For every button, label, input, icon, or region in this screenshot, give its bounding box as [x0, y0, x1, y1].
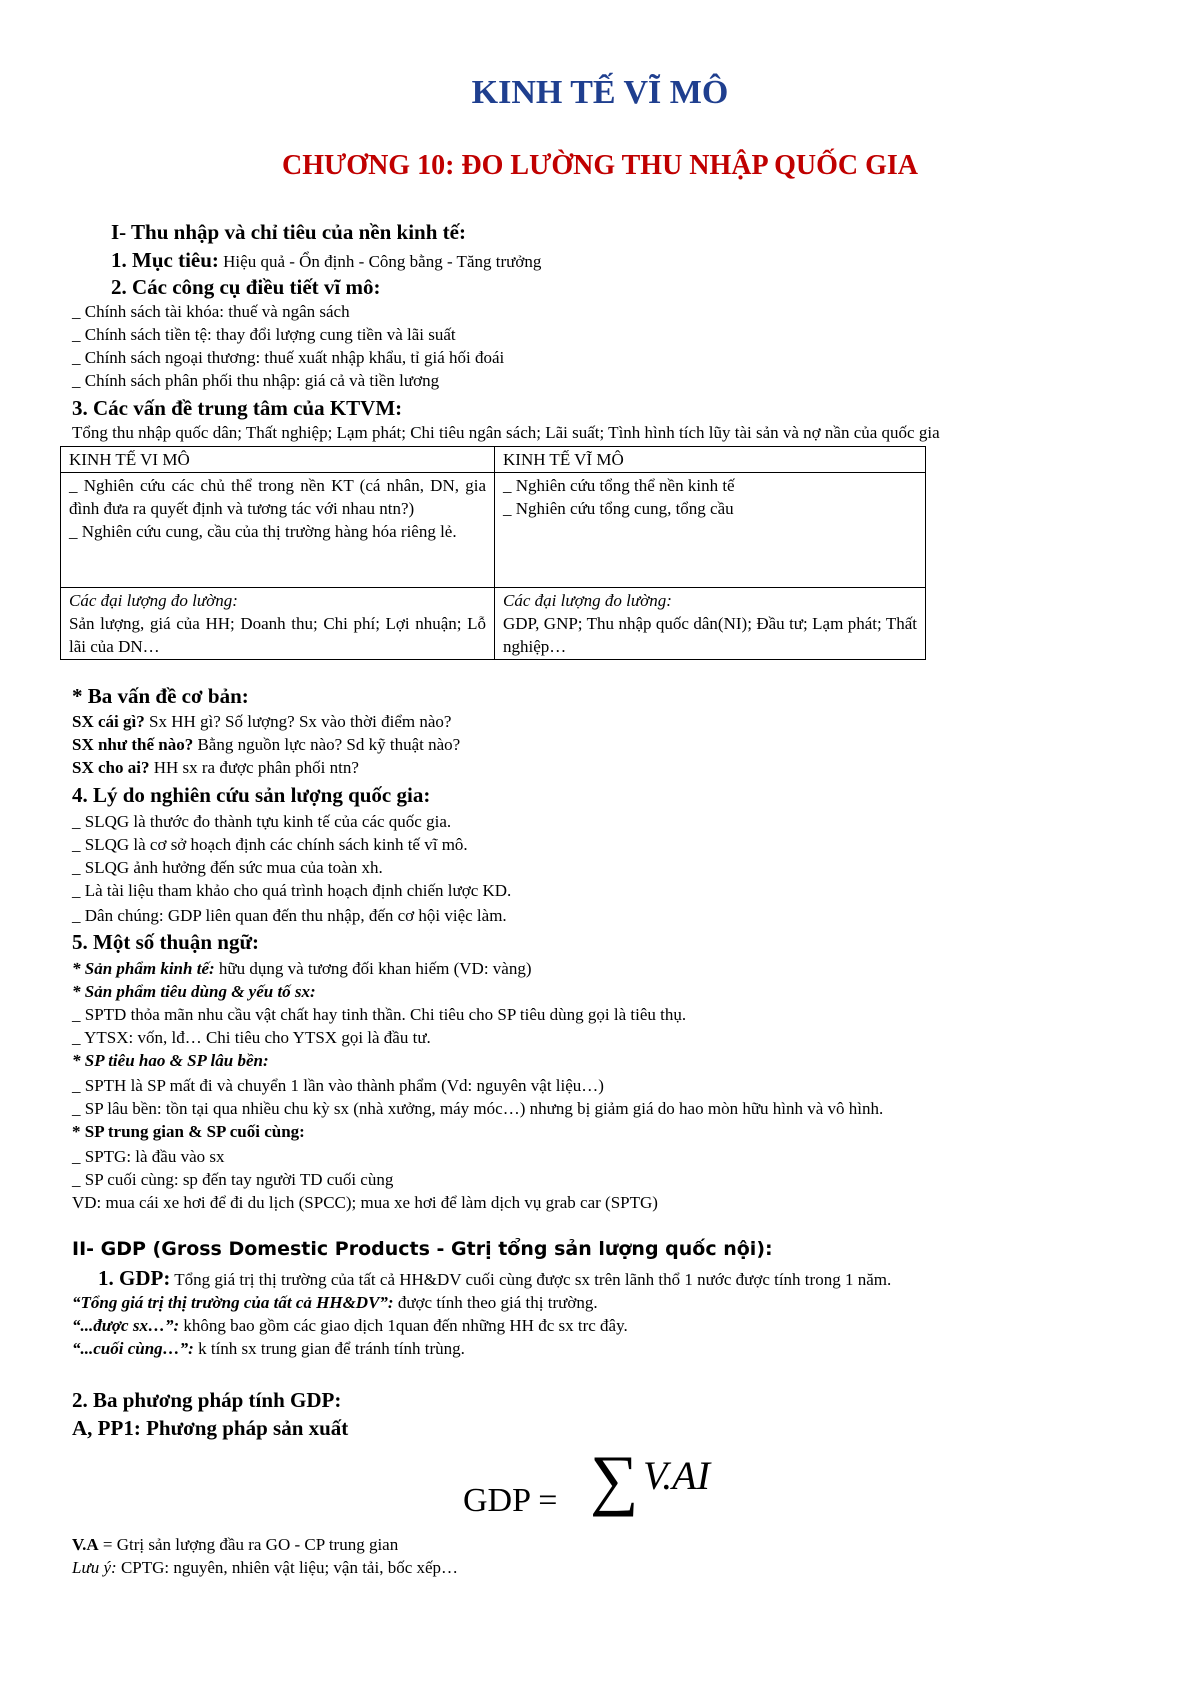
q2-label: SX như thế nào? — [72, 735, 194, 754]
tool-item: _ Chính sách tiền tệ: thay đổi lượng cung tiền và lãi suất — [72, 325, 456, 344]
table-cell-macro-measures — [495, 588, 926, 660]
va-label: V.A — [72, 1535, 99, 1554]
q1-label: SX cái gì? — [72, 712, 145, 731]
term-text: hữu dụng và tương đối khan hiếm (VD: vàng) — [214, 959, 532, 978]
reason-item: _ SLQG là cơ sở hoạch định các chính sách kinh tế vĩ mô. — [72, 835, 468, 854]
term-economic-product — [72, 959, 532, 979]
cell-text: Sản lượng, giá của HH; Doanh thu; Chi phí; Lợi nhuận; Lỗ lãi của DN… — [69, 614, 486, 656]
tool-item: _ Chính sách phân phối thu nhập: giá cả và tiền lương — [72, 371, 440, 390]
note-line — [72, 1558, 458, 1578]
cell-text: _ Nghiên cứu tổng thể nền kinh tế — [503, 476, 735, 495]
issues-text: Tổng thu nhập quốc dân; Thất nghiệp; Lạm phát; Chi tiêu ngân sách; Lãi suất; Tình hình tích lũy tài sản và nợ nần của quốc gia — [72, 423, 940, 442]
table-cell-micro-scope — [61, 473, 495, 588]
cell-label: Các đại lượng đo lường: — [69, 591, 238, 610]
micro-macro-table — [60, 446, 926, 660]
term-consumer-product-label: * Sản phẩm tiêu dùng & yếu tố sx: — [72, 982, 316, 1001]
note-label: Lưu ý: — [72, 1558, 117, 1577]
section-1-heading: I- Thu nhập và chỉ tiêu của nền kinh tế: — [111, 220, 466, 244]
term-line: _ SPTH là SP mất đi và chuyển 1 lần vào thành phẩm (Vd: nguyên vật liệu…) — [72, 1076, 604, 1095]
basic-q1 — [72, 712, 451, 732]
basic-issues-heading: * Ba vấn đề cơ bản: — [72, 684, 249, 708]
methods-heading: 2. Ba phương pháp tính GDP: — [72, 1388, 342, 1412]
document-title: KINH TẾ VĨ MÔ — [471, 74, 729, 111]
q2-text: Bằng nguồn lực nào? Sd kỹ thuật nào? — [193, 735, 461, 754]
tool-item: _ Chính sách tài khóa: thuế và ngân sách — [72, 302, 350, 321]
table-header-macro: KINH TẾ VĨ MÔ — [495, 447, 926, 473]
reason-item: _ SLQG ảnh hưởng đến sức mua của toàn xh. — [72, 858, 383, 877]
q1-text: Sx HH gì? Số lượng? Sx vào thời điểm nào? — [144, 712, 452, 731]
basic-q2 — [72, 735, 460, 755]
cell-label: Các đại lượng đo lường: — [503, 591, 672, 610]
cell-text: _ Nghiên cứu các chủ thể trong nền KT (cá nhân, DN, gia đình đưa ra quyết định và tương tác với nhau ntn?) — [69, 476, 486, 518]
cell-text: GDP, GNP; Thu nhập quốc dân(NI); Đầu tư; Lạm phát; Thất nghiệp… — [503, 614, 917, 656]
gdp-def-label: 1. GDP: — [98, 1266, 171, 1290]
table-cell-macro-scope — [495, 473, 926, 588]
q3-label: SX cho ai? — [72, 758, 150, 777]
term-label: * Sản phẩm kinh tế: — [72, 959, 215, 978]
cell-text: _ Nghiên cứu tổng cung, tổng cầu — [503, 499, 734, 518]
q3-text: HH sx ra được phân phối ntn? — [149, 758, 359, 777]
gdp-definition — [98, 1266, 891, 1291]
term-line: _ SPTG: là đầu vào sx — [72, 1147, 225, 1166]
pp1-heading: A, PP1: Phương pháp sản xuất — [72, 1416, 349, 1440]
term-line: _ SP cuối cùng: sp đến tay người TD cuối cùng — [72, 1170, 394, 1189]
basic-q3 — [72, 758, 359, 778]
tool-item: _ Chính sách ngoại thương: thuế xuất nhập khẩu, tỉ giá hối đoái — [72, 348, 505, 367]
section-5-heading: 5. Một số thuận ngữ: — [72, 930, 260, 954]
term-consumable-label: * SP tiêu hao & SP lâu bền: — [72, 1051, 269, 1070]
note-text: không bao gồm các giao dịch 1quan đến những HH đc sx trc đây. — [179, 1316, 628, 1335]
term-line: VD: mua cái xe hơi để đi du lịch (SPCC); mua xe hơi để làm dịch vụ grab car (SPTG) — [72, 1193, 658, 1212]
chapter-title: CHƯƠNG 10: ĐO LƯỜNG THU NHẬP QUỐC GIA — [282, 150, 918, 181]
note-text: CPTG: nguyên, nhiên vật liệu; vận tải, bốc xếp… — [116, 1558, 459, 1577]
tools-heading: 2. Các công cụ điều tiết vĩ mô: — [111, 275, 381, 299]
note-text: được tính theo giá thị trường. — [393, 1293, 598, 1312]
note-label: “...cuối cùng…”: — [72, 1339, 194, 1358]
term-line: _ SP lâu bền: tồn tại qua nhiều chu kỳ sx (nhà xưởng, máy móc…) nhưng bị giảm giá do hao mòn hữu hình và vô hình. — [72, 1099, 884, 1118]
gdp-note-3 — [72, 1339, 465, 1359]
cell-text: _ Nghiên cứu cung, cầu của thị trường hàng hóa riêng lẻ. — [69, 522, 457, 541]
goal-label: 1. Mục tiêu: — [111, 248, 219, 272]
sigma-symbol: ∑ — [590, 1441, 639, 1517]
note-text: k tính sx trung gian để tránh tính trùng. — [193, 1339, 465, 1358]
goal-text: Hiệu quả - Ổn định - Công bằng - Tăng trưởng — [218, 252, 542, 271]
reason-item: _ Là tài liệu tham khảo cho quá trình hoạch định chiến lược KD. — [72, 881, 512, 900]
va-definition — [72, 1535, 398, 1555]
issues-heading: 3. Các vấn đề trung tâm của KTVM: — [72, 396, 403, 420]
term-intermediate-label: * SP trung gian & SP cuối cùng: — [72, 1122, 305, 1141]
note-label: “Tổng giá trị thị trường của tất cả HH&DV”: — [72, 1293, 394, 1312]
section-4-heading: 4. Lý do nghiên cứu sản lượng quốc gia: — [72, 783, 431, 807]
table-header-micro: KINH TẾ VI MÔ — [61, 447, 495, 473]
va-text: = Gtrị sản lượng đầu ra GO - CP trung gian — [98, 1535, 399, 1554]
goal-line — [111, 248, 541, 273]
gdp-def-text: Tổng giá trị thị trường của tất cả HH&DV cuối cùng được sx trên lãnh thổ 1 nước được tính trong 1 năm. — [170, 1270, 892, 1289]
term-line: _ SPTD thỏa mãn nhu cầu vật chất hay tinh thần. Chi tiêu cho SP tiêu dùng gọi là tiêu thụ. — [72, 1005, 687, 1024]
gdp-note-2 — [72, 1316, 628, 1336]
table-cell-micro-measures — [61, 588, 495, 660]
reason-item: _ Dân chúng: GDP liên quan đến thu nhập, đến cơ hội việc làm. — [72, 906, 507, 925]
gdp-note-1 — [72, 1293, 598, 1313]
section-2-heading: II- GDP (Gross Domestic Products - Gtrị tổng sản lượng quốc nội): — [72, 1238, 773, 1260]
term-line: _ YTSX: vốn, lđ… Chi tiêu cho YTSX gọi là đầu tư. — [72, 1028, 431, 1047]
formula-rhs: V.AI — [643, 1453, 711, 1498]
formula-lhs: GDP = — [463, 1482, 558, 1519]
reason-item: _ SLQG là thước đo thành tựu kinh tế của các quốc gia. — [72, 812, 452, 831]
note-label: “...được sx…”: — [72, 1316, 180, 1335]
